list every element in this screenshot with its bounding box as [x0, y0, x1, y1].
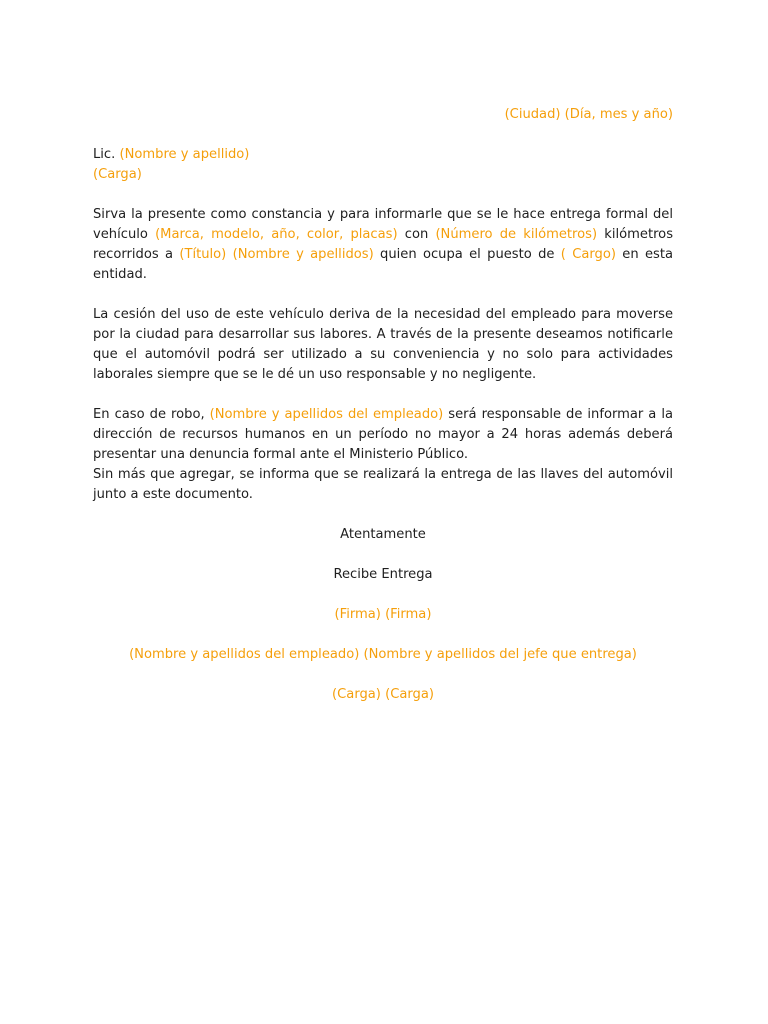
paragraph-keys: Sin más que agregar, se informa que se realizará la entrega de las llaves del automóvil junto a este documento. — [93, 467, 673, 502]
km-placeholder: (Número de kilómetros) — [435, 227, 598, 242]
text-span: Sirva la presente como constancia y para informarle que se le hace entrega formal del vehículo — [93, 207, 673, 242]
signature-placeholders: (Firma) (Firma) — [334, 607, 432, 622]
recipient-name: (Nombre y apellido) — [119, 147, 250, 162]
position-placeholder: ( Cargo) — [560, 247, 616, 262]
text-span: kilómetros recorridos a — [93, 227, 674, 262]
paragraph-delivery — [93, 205, 673, 285]
recipient-line — [93, 145, 673, 165]
name-placeholders: (Nombre y apellidos del empleado) (Nombre y apellidos del jefe que entrega) — [129, 647, 637, 662]
letter-body — [93, 105, 673, 705]
title-placeholder: (Título) — [179, 247, 227, 262]
recipient-prefix: Lic. — [93, 147, 116, 162]
text-span: será responsable de informar a la dirección de recursos humanos en un período no mayor a 24 horas además deberá presentar una denuncia formal ante el Ministerio Público. — [93, 407, 673, 462]
date-line: (Ciudad) (Día, mes y año) — [504, 107, 673, 122]
text-span: en esta entidad. — [93, 247, 674, 282]
charge-placeholders: (Carga) (Carga) — [332, 687, 434, 702]
text-span: quien ocupa el puesto de — [373, 247, 561, 262]
employee-placeholder: (Nombre y apellidos del empleado) — [209, 407, 444, 422]
vehicle-placeholder: (Marca, modelo, año, color, placas) — [155, 227, 398, 242]
closing-regards: Atentamente — [340, 527, 426, 542]
closing-receive-deliver: Recibe Entrega — [333, 567, 433, 582]
paragraph-theft — [93, 405, 673, 465]
text-span: con — [397, 227, 436, 242]
text-span: En caso de robo, — [93, 407, 210, 422]
paragraph-usage: La cesión del uso de este vehículo deriva de la necesidad del empleado para moverse por la ciudad para desarrollar sus labores. A través de la presente deseamos notificarle que el automóvil podrá ser utilizado a su conveniencia y no solo para actividades laborales siempre que se le dé un uso responsable y no negligente. — [93, 307, 673, 382]
name-placeholder: (Nombre y apellidos) — [232, 247, 374, 262]
recipient-charge: (Carga) — [93, 167, 142, 182]
